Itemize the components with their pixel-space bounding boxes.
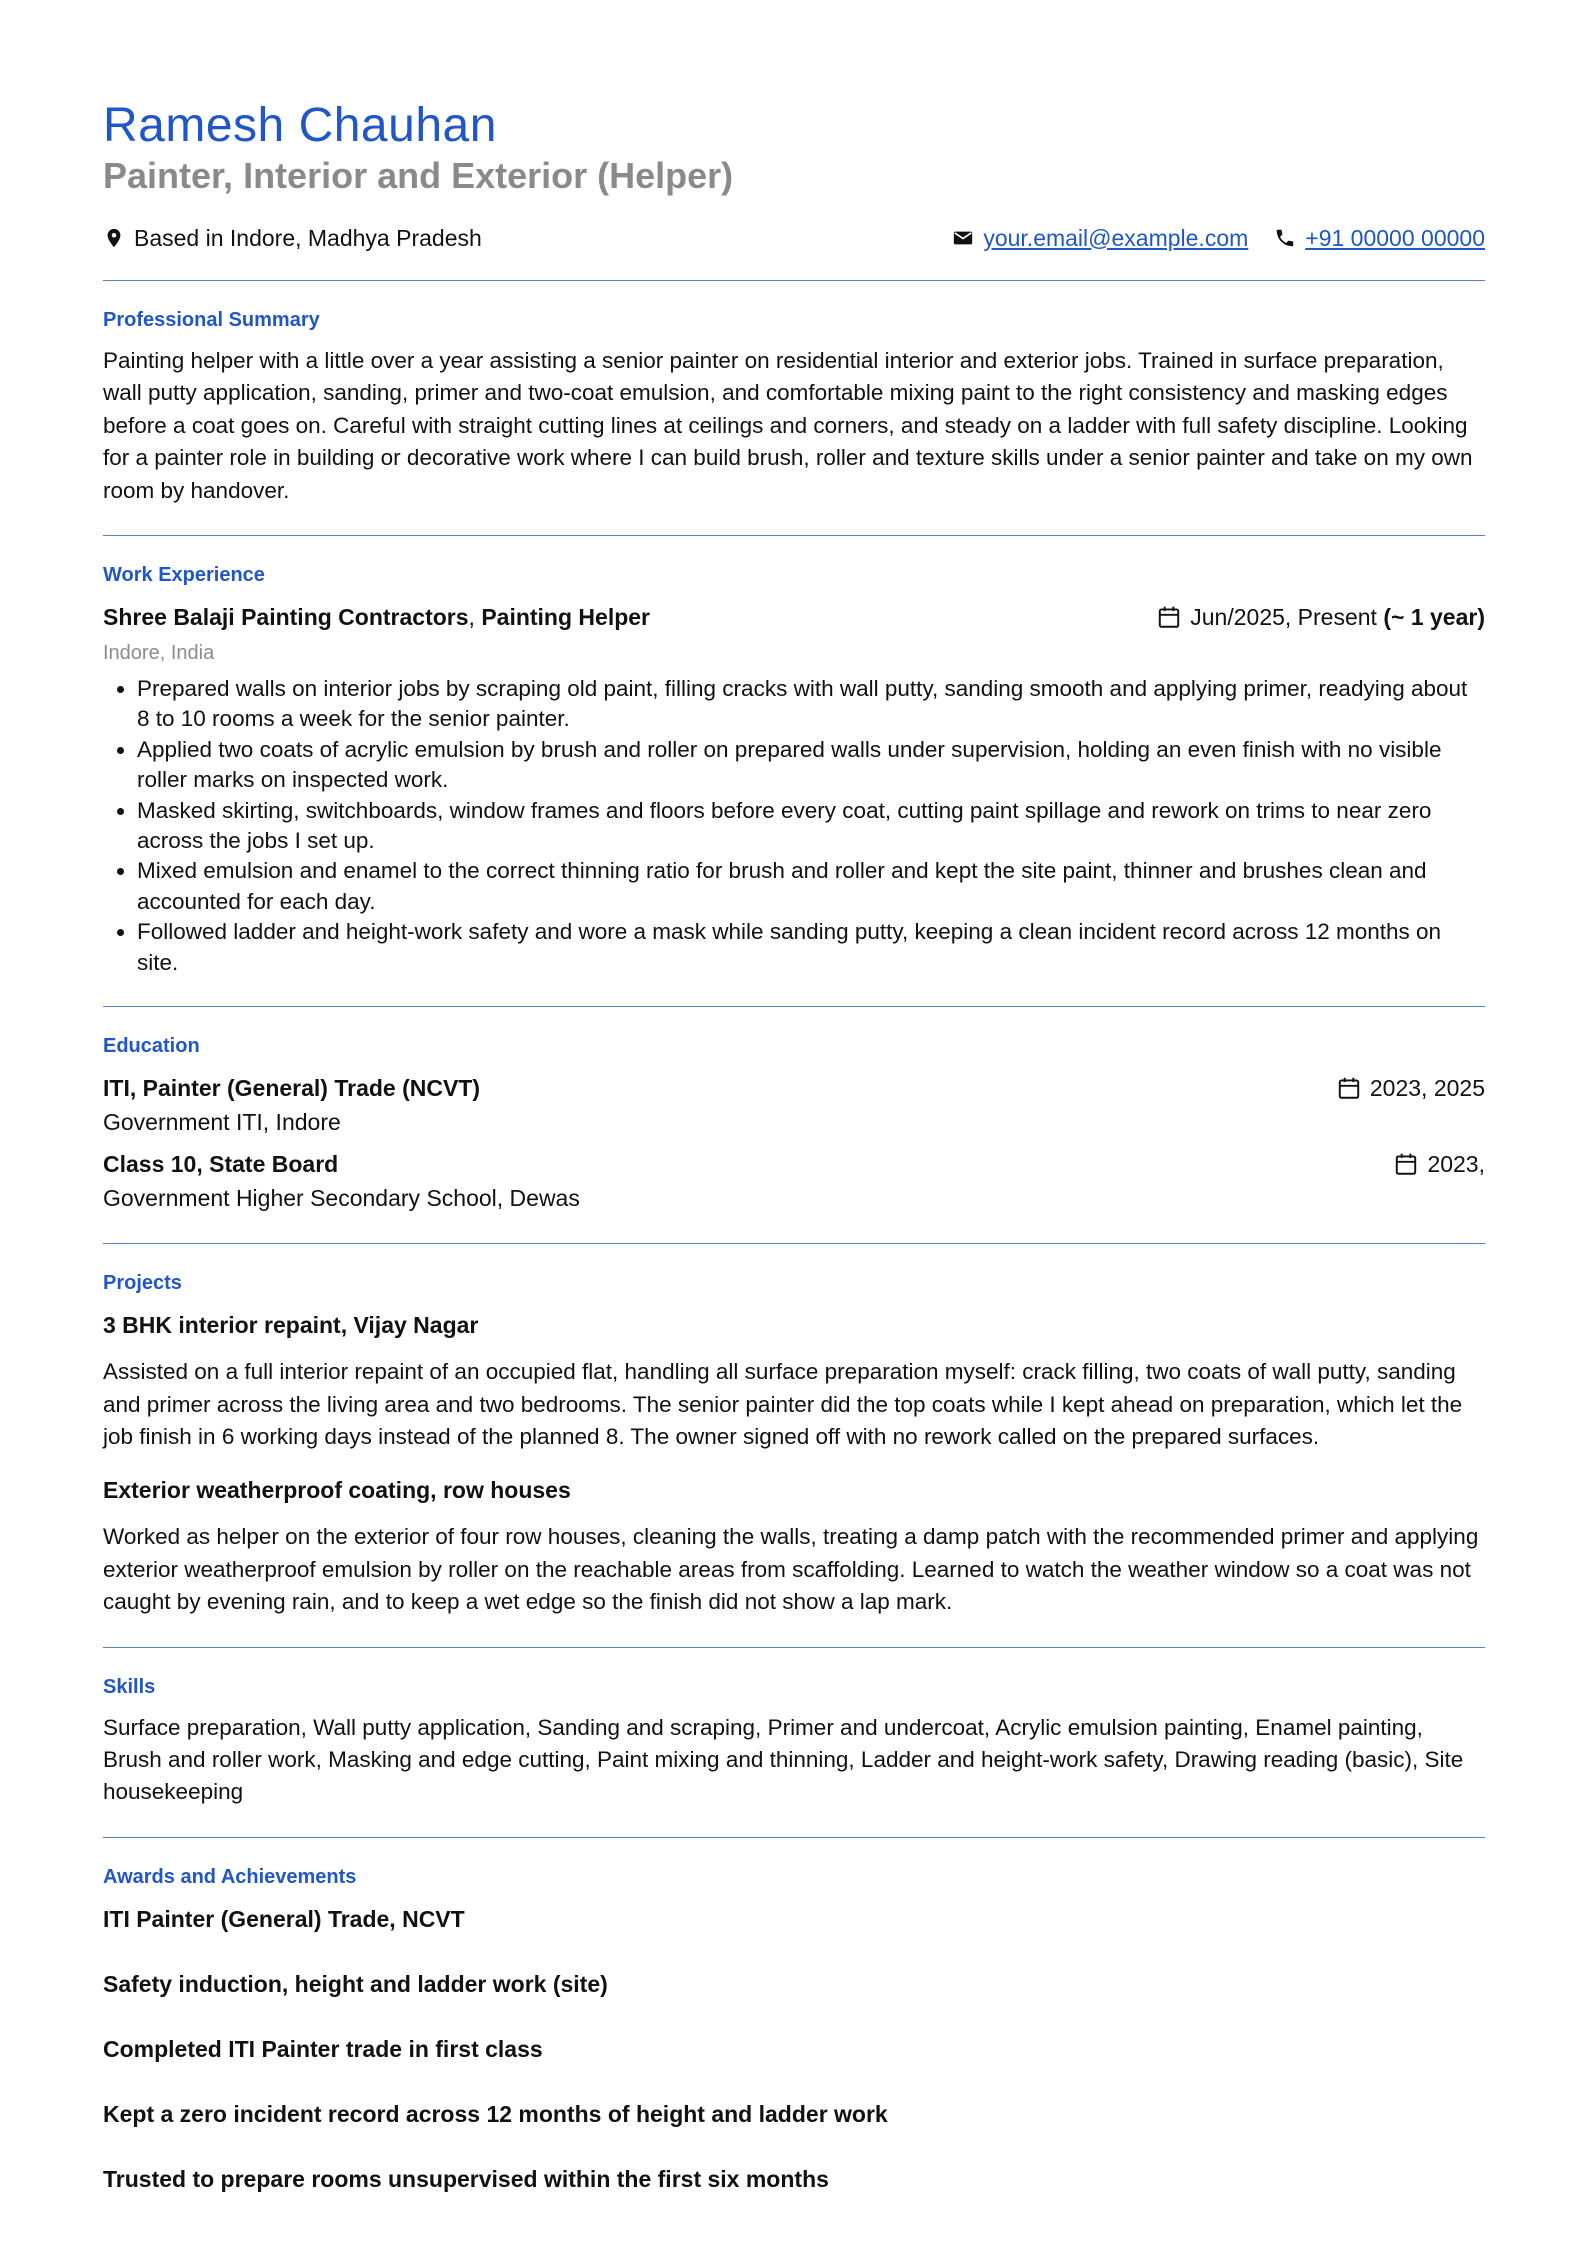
award-item: Safety induction, height and ladder work (site): [103, 1970, 608, 1997]
contact-links: [952, 225, 1485, 252]
job-bullets: [103, 674, 1485, 978]
education-school: Government Higher Secondary School, Dewas: [103, 1185, 580, 1212]
summary-section: [103, 281, 1485, 535]
awards-heading: Awards and Achievements: [103, 1865, 357, 1888]
experience-heading: Work Experience: [103, 564, 265, 587]
phone-link[interactable]: +91 00000 00000: [1305, 224, 1485, 251]
list-item: • Masked skirting, switchboards, window frames and floors before every coat, cutting paint spillage and rework on trims to near zero across the jobs I set up.: [137, 796, 1485, 857]
award-item: Kept a zero incident record across 12 months of height and ladder work: [103, 2100, 888, 2127]
summary-text: Painting helper with a little over a year assisting a senior painter on residential interior and exterior jobs. Trained in surface preparation, wall putty application, sanding, primer and two-coat emulsion, and comfortable mixing paint to the right consistency and masking edges before a coat goes on. Careful with straight cutting lines at ceilings and corners, and steady on a ladder with full safety discipline. Looking for a painter role in building or decorative work where I can build brush, roller and texture skills under a senior painter and take on my own room by handover.: [103, 348, 1473, 503]
list-item: • Applied two coats of acrylic emulsion by brush and roller on prepared walls under supervision, holding an even finish with no visible roller marks on inspected work.: [137, 735, 1485, 796]
projects-heading: Projects: [103, 1272, 182, 1295]
project-title: Exterior weatherproof coating, row houses: [103, 1477, 571, 1504]
calendar-icon: [1393, 1151, 1419, 1177]
awards-section: [103, 1838, 1485, 2224]
education-entry: [103, 1147, 1485, 1181]
summary-heading: Professional Summary: [103, 309, 320, 331]
job-entry: [103, 600, 1485, 978]
job-location: Indore, India: [103, 642, 215, 665]
calendar-icon: [1336, 1075, 1362, 1101]
skills-heading: Skills: [103, 1675, 156, 1698]
project-title: 3 BHK interior repaint, Vijay Nagar: [103, 1312, 479, 1339]
project-description: Worked as helper on the exterior of four row houses, cleaning the walls, treating a damp patch with the recommended primer and applying exterior weatherproof emulsion by roller on the reachable areas from scaffolding. Learned to watch the weather window so a coat was not caught by evening rain, and to keep a wet edge so the finish did not show a lap mark.: [103, 1524, 1479, 1615]
location-pin-icon: [103, 227, 125, 249]
candidate-name: Ramesh Chauhan: [103, 99, 497, 152]
list-item: • Mixed emulsion and enamel to the correct thinning ratio for brush and roller and kept the site paint, thinner and brushes clean and accounted for each day.: [137, 856, 1485, 917]
projects-section: [103, 1244, 1485, 1646]
job-separator: ,: [468, 603, 482, 630]
job-dates: [1156, 604, 1485, 631]
skills-section: [103, 1648, 1485, 1837]
location-text: Based in Indore, Madhya Pradesh: [134, 224, 482, 251]
education-dates: 2023,: [1393, 1151, 1485, 1178]
education-section: [103, 1007, 1485, 1243]
email-link[interactable]: your.email@example.com: [983, 224, 1249, 251]
candidate-role: Painter, Interior and Exterior (Helper): [103, 155, 734, 196]
job-title: [103, 604, 650, 631]
education-degree: ITI, Painter (General) Trade (NCVT): [103, 1074, 481, 1101]
contact-location: [103, 225, 482, 252]
job-duration: (~ 1 year): [1383, 603, 1485, 630]
job-position: Painting Helper: [481, 603, 651, 630]
job-date-range: Jun/2025, Present: [1190, 603, 1377, 630]
job-company: Shree Balaji Painting Contractors: [103, 603, 469, 630]
list-item: • Followed ladder and height-work safety and wore a mask while sanding putty, keeping a clean incident record across 12 months on site.: [137, 917, 1485, 978]
list-item: • Prepared walls on interior jobs by scraping old paint, filling cracks with wall putty, sanding smooth and applying primer, readying about 8 to 10 rooms a week for the senior painter.: [137, 674, 1485, 735]
phone-icon: [1274, 227, 1296, 249]
experience-section: [103, 536, 1485, 1006]
project-description: Assisted on a full interior repaint of an occupied flat, handling all surface preparation myself: crack filling, two coats of wall putty, sanding and primer across the living area and two bedrooms. The senior painter did the top coats while I kept ahead on preparation, which let the job finish in 6 working days instead of the planned 8. The owner signed off with no rework called on the prepared surfaces.: [103, 1359, 1463, 1449]
education-degree: Class 10, State Board: [103, 1150, 339, 1177]
calendar-icon: [1156, 604, 1182, 630]
award-item: Trusted to prepare rooms unsupervised within the first six months: [103, 2165, 829, 2192]
education-entry: [103, 1071, 1485, 1105]
resume-header: [103, 98, 1485, 254]
envelope-icon: [952, 227, 974, 249]
award-item: Completed ITI Painter trade in first class: [103, 2035, 543, 2062]
skills-text: Surface preparation, Wall putty application, Sanding and scraping, Primer and undercoat, Acrylic emulsion painting, Enamel painting, Brush and roller work, Masking and edge cutting, Paint mixing and thinning, Ladder and height-work safety, Drawing reading (basic), Site housekeeping: [103, 1714, 1464, 1805]
job-header: [103, 600, 1485, 634]
contact-row: [103, 222, 1485, 254]
award-item: ITI Painter (General) Trade, NCVT: [103, 1905, 465, 1932]
education-school: Government ITI, Indore: [103, 1109, 341, 1136]
education-heading: Education: [103, 1035, 200, 1058]
project-entry: [103, 1473, 1485, 1618]
education-dates: 2023, 2025: [1336, 1075, 1485, 1102]
project-entry: [103, 1308, 1485, 1453]
